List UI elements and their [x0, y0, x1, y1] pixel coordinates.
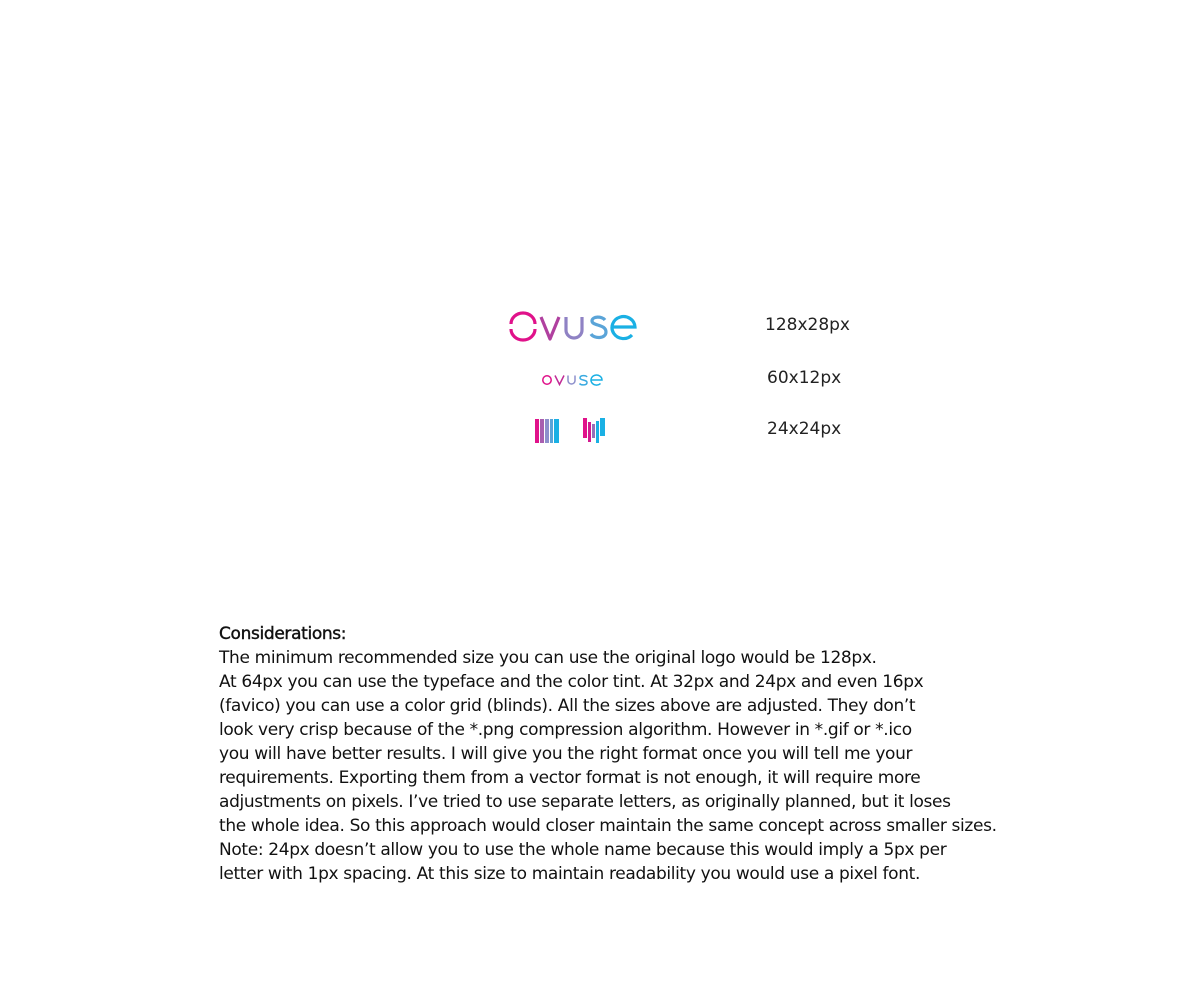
considerations-line: (favico) you can use a color grid (blinds). All the sizes above are adjusted. They don’t: [219, 696, 916, 716]
size-label-large: 128x28px: [765, 315, 850, 335]
favicon-blinds-graphic: [535, 418, 611, 444]
ovuse-logo-small: [480, 366, 666, 392]
considerations-line: Note: 24px doesn’t allow you to use the whole name because this would imply a 5px per: [219, 840, 947, 860]
favicon-blinds-full-icon: [535, 419, 559, 443]
considerations-line: look very crisp because of the *.png compression algorithm. However in *.gif or *.ico: [219, 720, 912, 740]
considerations-block: [219, 622, 1039, 886]
favicon-icons: [480, 414, 666, 448]
size-label-small: 60x12px: [767, 368, 842, 388]
considerations-line: the whole idea. So this approach would closer maintain the same concept across smaller sizes.: [219, 816, 997, 836]
ovuse-logo-small-graphic: [542, 372, 604, 386]
considerations-line: The minimum recommended size you can use the original logo would be 128px.: [219, 648, 877, 668]
logo-row-small: [0, 366, 1200, 392]
ovuse-logo-large: [480, 306, 666, 346]
considerations-line: At 64px you can use the typeface and the color tint. At 32px and 24px and even 16px: [219, 672, 924, 692]
considerations-line: adjustments on pixels. I’ve tried to use separate letters, as originally planned, but it loses: [219, 792, 951, 812]
logo-row-favicon: [0, 414, 1200, 448]
favicon-blinds-letter-icon: [583, 418, 605, 443]
considerations-line: you will have better results. I will give you the right format once you will tell me your: [219, 744, 913, 764]
considerations-line: letter with 1px spacing. At this size to maintain readability you would use a pixel font.: [219, 864, 920, 884]
considerations-line: requirements. Exporting them from a vector format is not enough, it will require more: [219, 768, 921, 788]
logo-row-large: [0, 306, 1200, 346]
ovuse-logo-large-graphic: [508, 310, 638, 342]
size-label-favicon: 24x24px: [767, 419, 842, 439]
considerations-title: Considerations:: [219, 624, 347, 644]
